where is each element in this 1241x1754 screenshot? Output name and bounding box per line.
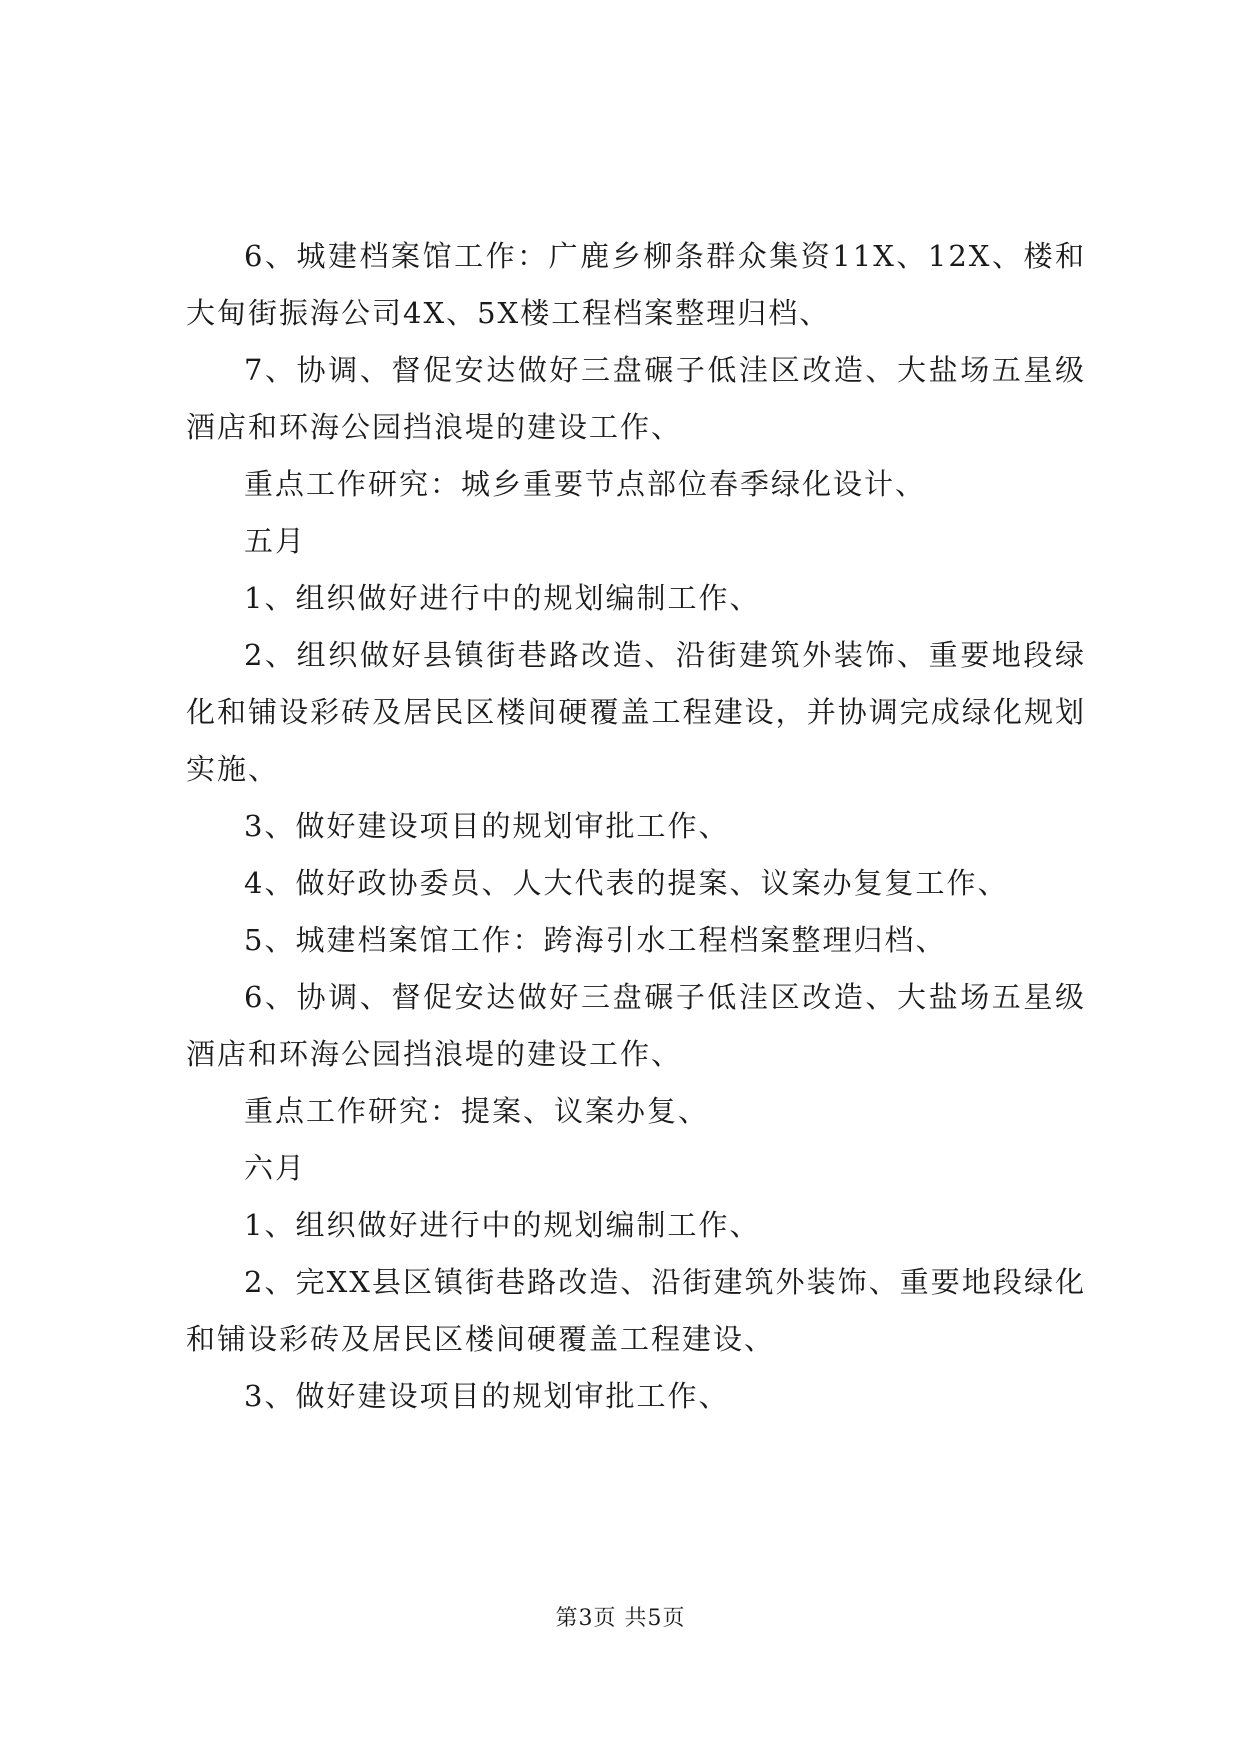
paragraph: 重点工作研究：城乡重要节点部位春季绿化设计、 xyxy=(244,467,927,501)
paragraph: 5、城建档案馆工作：跨海引水工程档案整理归档、 xyxy=(244,923,947,957)
section-heading-may: 五月 xyxy=(244,524,307,558)
paragraph: 6、协调、督促安达做好三盘碾子低洼区改造、大盐场五星级酒店和环海公园挡浪堤的建设工作、 xyxy=(186,980,1086,1071)
document-body xyxy=(186,228,1086,1425)
paragraph: 1、组织做好进行中的规划编制工作、 xyxy=(244,1208,761,1242)
section-heading-june: 六月 xyxy=(244,1151,307,1185)
page-footer: 第3页 共5页 xyxy=(555,1606,686,1631)
paragraph: 重点工作研究：提案、议案办复、 xyxy=(244,1094,710,1128)
paragraph: 3、做好建设项目的规划审批工作、 xyxy=(244,809,730,843)
paragraph: 7、协调、督促安达做好三盘碾子低洼区改造、大盐场五星级酒店和环海公园挡浪堤的建设工作、 xyxy=(186,353,1086,444)
paragraph: 3、做好建设项目的规划审批工作、 xyxy=(244,1379,730,1413)
paragraph: 2、组织做好县镇街巷路改造、沿街建筑外装饰、重要地段绿化和铺设彩砖及居民区楼间硬覆盖工程建设，并协调完成绿化规划实施、 xyxy=(186,638,1086,786)
paragraph: 6、城建档案馆工作：广鹿乡柳条群众集资11X、12X、楼和大甸街振海公司4X、5X楼工程档案整理归档、 xyxy=(186,239,1086,330)
paragraph: 4、做好政协委员、人大代表的提案、议案办复复工作、 xyxy=(244,866,1009,900)
paragraph: 2、完XX县区镇街巷路改造、沿街建筑外装饰、重要地段绿化和铺设彩砖及居民区楼间硬覆盖工程建设、 xyxy=(186,1265,1086,1356)
paragraph: 1、组织做好进行中的规划编制工作、 xyxy=(244,581,761,615)
